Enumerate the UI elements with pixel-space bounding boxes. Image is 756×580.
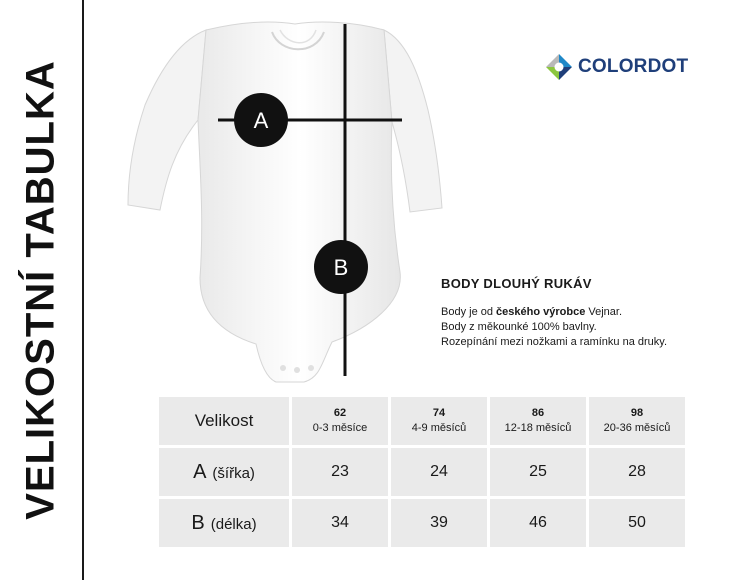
table-row-b (159, 499, 685, 547)
table-cell: 23 (292, 448, 388, 496)
colordot-logo-icon (544, 52, 574, 82)
bodysuit-image (100, 10, 500, 390)
desc-line-3: Rozepínání mezi nožkami a ramínku na druky. (441, 336, 668, 348)
size-table (156, 394, 688, 550)
side-title: VELIKOSTNÍ TABULKA (18, 60, 63, 520)
logo-text: COLORDOT (578, 56, 689, 77)
table-cell: 39 (391, 499, 487, 547)
desc-line-2: Body z měkounké 100% bavlny. (441, 321, 597, 333)
left-sleeve (128, 30, 206, 210)
product-title: BODY DLOUHÝ RUKÁV (441, 276, 592, 291)
bodysuit-body (198, 22, 400, 382)
table-cell: 28 (589, 448, 685, 496)
snap (294, 367, 300, 373)
row-a-label: A (šířka) (159, 448, 289, 496)
product-description (441, 305, 667, 350)
marker-a-label: A (253, 108, 269, 133)
marker-b-label: B (333, 255, 349, 280)
sidebar (0, 0, 84, 580)
table-cell: 34 (292, 499, 388, 547)
table-header-row (159, 397, 685, 445)
snap (280, 365, 286, 371)
table-row-a (159, 448, 685, 496)
header-label: Velikost (159, 397, 289, 445)
table-cell: 46 (490, 499, 586, 547)
table-cell: 50 (589, 499, 685, 547)
desc-line-1: Body je od českého výrobce Vejnar. (441, 306, 623, 318)
size-header-86: 86 12-18 měsíců (490, 397, 586, 445)
snap (308, 365, 314, 371)
row-b-label: B (délka) (159, 499, 289, 547)
size-header-98: 98 20-36 měsíců (589, 397, 685, 445)
table-cell: 25 (490, 448, 586, 496)
table-cell: 24 (391, 448, 487, 496)
brand-logo (544, 52, 688, 82)
size-header-62: 62 0-3 měsíce (292, 397, 388, 445)
size-header-74: 74 4-9 měsíců (391, 397, 487, 445)
